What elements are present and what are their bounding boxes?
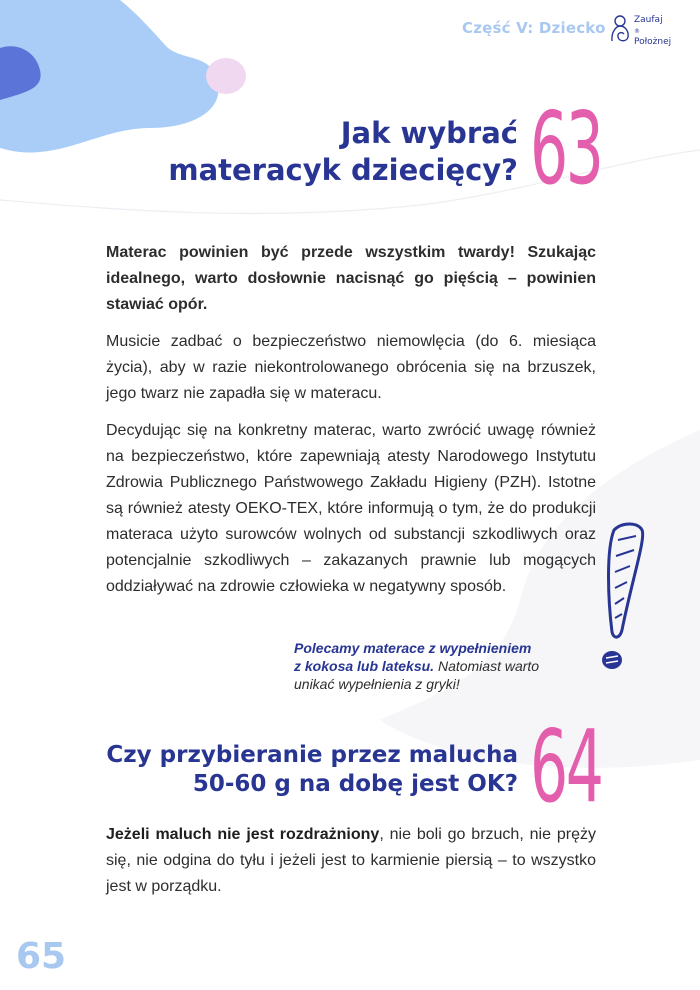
question-63-title-line1: Jak wybrać: [340, 116, 518, 150]
tip-bold-2: z kokosa lub lateksu.: [294, 658, 435, 674]
question-63-paragraph-1: Materac powinien być przede wszystkim twardy! Szukając idealnego, warto dosłownie nacisnąć go pięścią – powinien stawiać opór.: [106, 244, 596, 313]
tip-box: [294, 639, 594, 693]
question-63-title-line2: materacyk dziecięcy?: [168, 153, 518, 187]
tip-rest-2: Natomiast warto: [434, 658, 540, 674]
question-64-title-line2: 50-60 g na dobę jest OK?: [192, 771, 518, 797]
logo-icon: [609, 13, 631, 43]
question-64-paragraph-1: [106, 822, 596, 900]
logo: [609, 13, 689, 47]
question-64-bold: Jeżeli maluch nie jest rozdrażniony: [106, 826, 380, 843]
question-64-title-line1: Czy przybieranie przez malucha: [106, 742, 518, 768]
page-number: 65: [16, 936, 67, 977]
question-63-paragraph-3: Decydując się na konkretny materac, warto zwrócić uwagę również na bezpieczeństwo, które zapewniają atesty Narodowego Instytutu Zdrowia Publicznego Państwowego Zakładu Higieny (PZH). Istotne są również atesty OEKO-TEX, które informują o tym, że do produkcji materaca użyto surowców wolnych od substancji szkodliwych oraz potencjalnie szkodliwych – zakazanych prawnie lub mogących oddziaływać na zdrowie człowieka w negatywny sposób.: [106, 422, 596, 595]
question-64-title: [100, 741, 518, 799]
question-63-title: [120, 115, 518, 189]
tip-line-3: unikać wypełnienia z gryki!: [294, 676, 460, 692]
logo-line1: Zaufaj: [634, 15, 663, 25]
question-63-paragraph-2: Musicie zadbać o bezpieczeństwo niemowlęcia (do 6. miesiąca życia), aby w razie niekontrolowanego obrócenia się na brzuszek, jego twarz nie zapadła się w materacu.: [106, 333, 596, 402]
question-63-number: 63: [530, 90, 602, 207]
blob-pink: [206, 58, 246, 94]
logo-line2: Położnej: [634, 37, 672, 47]
question-64-number: 64: [530, 708, 602, 825]
exclamation-icon: [592, 520, 652, 680]
tip-bold-1: Polecamy materace z wypełnieniem: [294, 640, 532, 656]
section-title: Część V: Dziecko: [462, 19, 606, 37]
logo-mark: ®: [634, 28, 640, 35]
question-64-rest: , nie boli go brzuch, nie pręży się, nie odgina do tyłu i jeżeli jest to karmienie piersią – to wszystko jest w porządku.: [106, 826, 596, 895]
